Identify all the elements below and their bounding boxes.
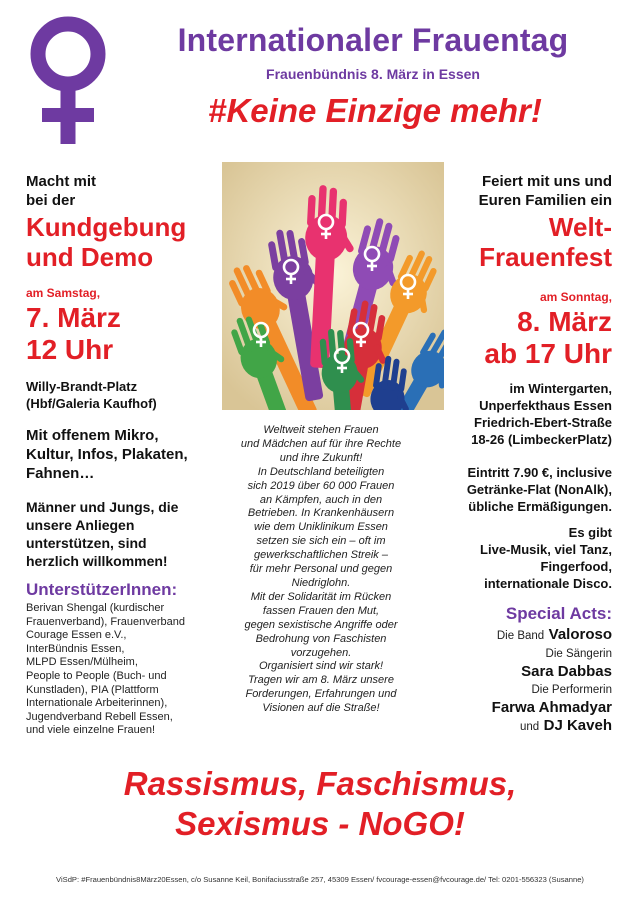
supporters-line: Jugendverband Rebell Essen, <box>26 710 173 723</box>
center-line: und Mädchen auf für ihre Rechte <box>240 437 402 450</box>
center-line: sich 2019 über 60 000 Frauen <box>247 479 395 492</box>
center-line: Niedriglohn. <box>291 576 351 589</box>
left-feature-line: Fahnen… <box>26 465 95 482</box>
special-acts-list <box>412 626 612 736</box>
center-statement <box>232 424 410 716</box>
left-date: 7. März <box>26 302 121 333</box>
supporters-line: Frauenverband), Frauenverband <box>26 615 185 628</box>
supporters-line: Berivan Shengal (kurdischer <box>26 602 165 614</box>
right-date: 8. März <box>517 306 612 337</box>
left-place <box>26 378 226 412</box>
left-day: am Samstag, <box>26 286 101 300</box>
left-event-line: und Demo <box>26 242 154 272</box>
bottom-slogan <box>40 764 600 844</box>
act-performer-prefix: Die Performerin <box>531 684 612 696</box>
act-band-prefix: Die Band <box>496 630 545 642</box>
center-line: fassen Frauen den Mut, <box>262 604 380 617</box>
supporters-line: People to People (Buch- und <box>26 669 167 682</box>
bottom-slogan-line: Sexismus - NoGO! <box>175 805 465 842</box>
supporters-line: InterBündnis Essen, <box>26 642 125 655</box>
supporters-line: MLPD Essen/Mülheim, <box>26 656 138 669</box>
page-subtitle: Frauenbündnis 8. März in Essen <box>266 66 480 82</box>
right-date-time <box>432 306 612 370</box>
left-intro-line: Macht mit <box>26 173 97 190</box>
left-intro <box>26 172 226 210</box>
act-dj <box>412 717 612 736</box>
supporters-line: Courage Essen e.V., <box>26 629 127 642</box>
center-line: vorzugehen. <box>290 646 352 659</box>
center-line: Mit der Solidarität im Rücken <box>250 590 392 603</box>
left-time: 12 Uhr <box>26 334 114 365</box>
right-place-line: 18-26 (LimbeckerPlatz) <box>471 432 612 447</box>
right-entry-line: übliche Ermäßigungen. <box>468 499 612 514</box>
left-event-line: Kundgebung <box>26 212 187 242</box>
center-line: wie dem Uniklinikum Essen <box>254 521 388 534</box>
supporters-line: Internationale Arbeiterinnen), <box>26 697 168 710</box>
right-program-line: Fingerfood, <box>540 559 612 574</box>
supporters-list <box>26 602 231 738</box>
act-band-name: Valoroso <box>548 626 612 643</box>
center-line: und ihre Zukunft! <box>279 451 363 464</box>
left-date-time <box>26 302 226 366</box>
center-line: für mehr Personal und gegen <box>249 563 393 576</box>
act-performer-name: Farwa Ahmadyar <box>491 699 612 716</box>
special-acts-heading: Special Acts: <box>505 604 612 623</box>
left-welcome <box>26 498 226 570</box>
right-place-line: Friedrich-Ebert-Straße <box>474 415 612 430</box>
supporters-line: und viele einzelne Frauen! <box>26 724 156 737</box>
right-program <box>412 524 612 592</box>
right-day: am Sonntag, <box>539 290 612 304</box>
right-intro-line: Feiert mit uns und <box>481 173 612 190</box>
center-line: Weltweit stehen Frauen <box>263 424 379 436</box>
act-singer-prefix: Die Sängerin <box>545 648 612 660</box>
left-welcome-line: Männer und Jungs, die <box>26 499 179 515</box>
center-line: Bedrohung von Faschisten <box>255 632 387 645</box>
center-line: Organisiert sind wir stark! <box>258 660 384 673</box>
center-line: gegen sexistische Angriffe oder <box>244 618 398 631</box>
left-welcome-line: unsere Anliegen <box>26 517 135 533</box>
left-welcome-line: unterstützen, sind <box>26 535 147 551</box>
supporters-heading: UnterstützerInnen: <box>26 580 178 599</box>
page-title: Internationaler Frauentag <box>177 22 569 58</box>
left-place-line: Willy-Brandt-Platz <box>26 379 138 394</box>
center-line: In Deutschland beteiligten <box>257 465 385 478</box>
right-program-line: Es gibt <box>568 525 612 540</box>
center-line: gewerkschaftlichen Streik – <box>254 549 388 562</box>
bottom-slogan-line: Rassismus, Faschismus, <box>123 765 517 802</box>
right-place <box>412 380 612 448</box>
right-time: ab 17 Uhr <box>484 338 612 369</box>
act-dj-name: DJ Kaveh <box>543 717 612 734</box>
center-line: Tragen wir am 8. März unsere <box>248 674 394 687</box>
left-features <box>26 426 226 483</box>
right-program-line: internationale Disco. <box>484 576 612 591</box>
act-and: und <box>519 721 540 733</box>
right-event-line: Welt- <box>548 212 612 242</box>
center-line: an Kämpfen, auch in den <box>259 493 383 506</box>
right-entry <box>412 464 612 515</box>
act-singer-name: Sara Dabbas <box>521 663 612 680</box>
left-place-line: (Hbf/Galeria Kaufhof) <box>26 396 157 411</box>
right-event-line: Frauenfest <box>479 242 612 272</box>
right-program-line: Live-Musik, viel Tanz, <box>480 542 612 557</box>
right-entry-line: Getränke-Flat (NonAlk), <box>466 482 612 497</box>
right-place-line: Unperfekthaus Essen <box>479 398 612 413</box>
left-event-title <box>26 212 226 272</box>
venus-symbol-logo <box>22 14 114 144</box>
right-place-line: im Wintergarten, <box>509 381 612 396</box>
center-line: Betrieben. In Krankenhäusern <box>247 507 395 520</box>
raised-hands-illustration <box>222 162 444 410</box>
act-band <box>412 626 612 645</box>
right-intro-line: Euren Familien ein <box>478 192 612 209</box>
right-event-title <box>432 212 612 272</box>
left-welcome-line: herzlich willkommen! <box>26 553 168 569</box>
footer-imprint: ViSdP: #Frauenbündnis8März20Essen, c/o Susanne Keil, Bonifaciusstraße 257, 45309 Essen/ fvcourage-essen@fvcourage.de/ Tel: 0201-556323 (Susanne) <box>56 875 584 884</box>
left-feature-line: Mit offenem Mikro, <box>26 427 159 444</box>
supporters-line: Kunstladen), PIA (Plattform <box>26 683 159 696</box>
left-intro-line: bei der <box>26 192 76 209</box>
right-intro <box>432 172 612 210</box>
center-line: Visionen auf die Straße! <box>262 702 380 715</box>
center-line: setzen sie sich ein – oft im <box>256 535 386 548</box>
right-entry-line: Eintritt 7.90 €, inclusive <box>467 465 612 480</box>
slogan: #Keine Einzige mehr! <box>208 92 542 129</box>
left-feature-line: Kultur, Infos, Plakaten, <box>26 446 188 463</box>
center-line: Forderungen, Erfahrungen und <box>245 688 397 701</box>
